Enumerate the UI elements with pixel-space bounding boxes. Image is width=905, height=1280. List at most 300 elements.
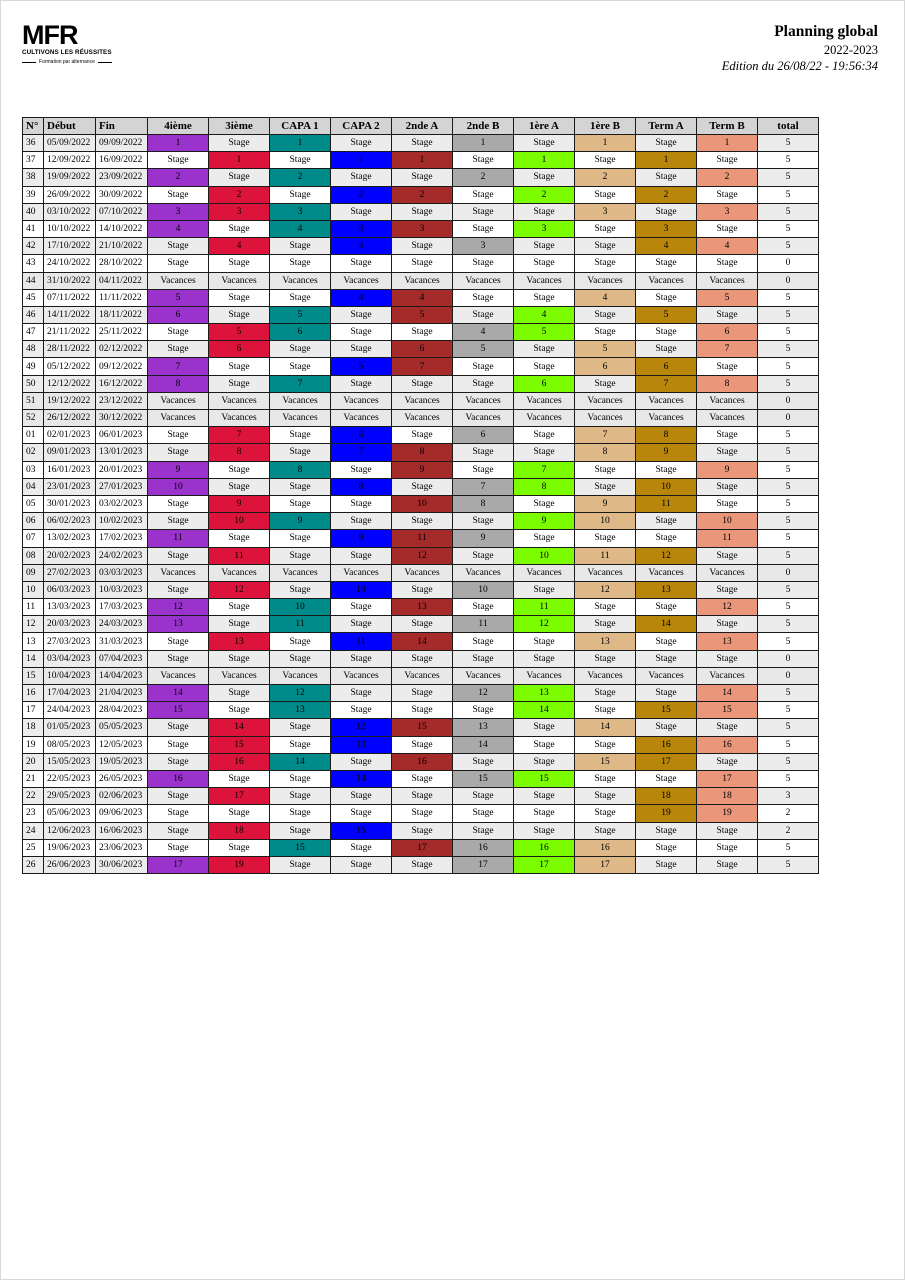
total-cell: 5 [758, 461, 819, 478]
class-cell: Stage [514, 255, 575, 272]
date-cell: 24/02/2023 [96, 547, 148, 564]
class-cell: Stage [392, 238, 453, 255]
total-cell: 5 [758, 719, 819, 736]
week-number-cell: 04 [23, 478, 44, 495]
class-cell: Stage [392, 770, 453, 787]
class-cell: Stage [453, 822, 514, 839]
date-cell: 26/05/2023 [96, 770, 148, 787]
class-cell: Vacances [453, 564, 514, 581]
class-cell: Stage [270, 495, 331, 512]
week-number-cell: 09 [23, 564, 44, 581]
class-cell: Stage [148, 633, 209, 650]
total-cell: 5 [758, 856, 819, 873]
class-cell: Stage [392, 513, 453, 530]
class-cell: Stage [392, 203, 453, 220]
total-cell: 0 [758, 564, 819, 581]
class-cell: 7 [331, 444, 392, 461]
class-cell: 12 [148, 599, 209, 616]
date-cell: 23/06/2023 [96, 839, 148, 856]
class-cell: 14 [636, 616, 697, 633]
class-cell: Stage [514, 238, 575, 255]
table-row [23, 667, 819, 684]
table-row [23, 788, 819, 805]
date-cell: 12/05/2023 [96, 736, 148, 753]
column-header: CAPA 2 [331, 118, 392, 135]
date-cell: 12/12/2022 [44, 375, 96, 392]
class-cell: 10 [636, 478, 697, 495]
class-cell: Stage [636, 341, 697, 358]
class-cell: 2 [636, 186, 697, 203]
date-cell: 14/10/2022 [96, 220, 148, 237]
table-row [23, 392, 819, 409]
logo-subtitle [22, 57, 122, 67]
class-cell: Stage [636, 203, 697, 220]
class-cell: 4 [514, 306, 575, 323]
class-cell: Stage [270, 478, 331, 495]
class-cell: 17 [209, 788, 270, 805]
class-cell: 1 [636, 152, 697, 169]
class-cell: Stage [697, 255, 758, 272]
total-cell: 5 [758, 702, 819, 719]
class-cell: Stage [148, 186, 209, 203]
class-cell: Vacances [148, 392, 209, 409]
class-cell: Vacances [514, 564, 575, 581]
class-cell: 13 [575, 633, 636, 650]
class-cell: Stage [270, 822, 331, 839]
class-cell: Vacances [392, 667, 453, 684]
class-cell: 4 [636, 238, 697, 255]
class-cell: 5 [514, 324, 575, 341]
class-cell: Stage [697, 427, 758, 444]
class-cell: Vacances [209, 272, 270, 289]
week-number-cell: 05 [23, 495, 44, 512]
class-cell: Vacances [148, 272, 209, 289]
date-cell: 13/01/2023 [96, 444, 148, 461]
class-cell: Vacances [575, 667, 636, 684]
class-cell: Stage [331, 788, 392, 805]
class-cell: Stage [575, 255, 636, 272]
class-cell: Stage [331, 255, 392, 272]
class-cell: 11 [575, 547, 636, 564]
class-cell: Stage [209, 289, 270, 306]
class-cell: 5 [697, 289, 758, 306]
class-cell: 12 [392, 547, 453, 564]
date-cell: 20/03/2023 [44, 616, 96, 633]
class-cell: Stage [636, 633, 697, 650]
class-cell: Stage [575, 238, 636, 255]
class-cell: Stage [270, 633, 331, 650]
class-cell: 16 [392, 753, 453, 770]
week-number-cell: 50 [23, 375, 44, 392]
class-cell: Stage [575, 530, 636, 547]
class-cell: Stage [514, 736, 575, 753]
class-cell: Stage [331, 839, 392, 856]
table-row [23, 753, 819, 770]
date-cell: 03/03/2023 [96, 564, 148, 581]
class-cell: Stage [453, 358, 514, 375]
table-row [23, 513, 819, 530]
date-cell: 05/12/2022 [44, 358, 96, 375]
date-cell: 31/03/2023 [96, 633, 148, 650]
date-cell: 07/04/2023 [96, 650, 148, 667]
class-cell: Stage [636, 719, 697, 736]
class-cell: 8 [697, 375, 758, 392]
date-cell: 09/12/2022 [96, 358, 148, 375]
class-cell: 6 [270, 324, 331, 341]
class-cell: Stage [514, 203, 575, 220]
class-cell: Stage [331, 702, 392, 719]
class-cell: Stage [636, 822, 697, 839]
class-cell: Stage [209, 616, 270, 633]
class-cell: 11 [392, 530, 453, 547]
class-cell: 15 [636, 702, 697, 719]
class-cell: Stage [148, 444, 209, 461]
date-cell: 05/05/2023 [96, 719, 148, 736]
date-cell: 09/09/2022 [96, 135, 148, 152]
class-cell: Stage [514, 633, 575, 650]
week-number-cell: 45 [23, 289, 44, 306]
class-cell: 16 [697, 736, 758, 753]
class-cell: Stage [148, 822, 209, 839]
class-cell: Vacances [392, 564, 453, 581]
week-number-cell: 07 [23, 530, 44, 547]
total-cell: 5 [758, 341, 819, 358]
class-cell: 10 [514, 547, 575, 564]
class-cell: 13 [331, 736, 392, 753]
table-row [23, 289, 819, 306]
date-cell: 17/04/2023 [44, 685, 96, 702]
total-cell: 5 [758, 203, 819, 220]
class-cell: Stage [270, 152, 331, 169]
week-number-cell: 37 [23, 152, 44, 169]
date-cell: 05/06/2023 [44, 805, 96, 822]
class-cell: 8 [331, 478, 392, 495]
class-cell: Stage [331, 461, 392, 478]
class-cell: Stage [392, 856, 453, 873]
class-cell: 2 [453, 169, 514, 186]
class-cell: 13 [697, 633, 758, 650]
logo-dash-left [22, 62, 36, 63]
class-cell: 2 [392, 186, 453, 203]
planning-table [22, 117, 819, 874]
date-cell: 02/06/2023 [96, 788, 148, 805]
table-row [23, 186, 819, 203]
date-cell: 19/06/2023 [44, 839, 96, 856]
class-cell: Stage [575, 186, 636, 203]
class-cell: Stage [697, 822, 758, 839]
table-row [23, 805, 819, 822]
class-cell: Stage [453, 203, 514, 220]
class-cell: 2 [209, 186, 270, 203]
class-cell: Vacances [636, 392, 697, 409]
total-cell: 5 [758, 495, 819, 512]
class-cell: Stage [148, 341, 209, 358]
class-cell: 12 [453, 685, 514, 702]
date-cell: 28/10/2022 [96, 255, 148, 272]
class-cell: 6 [453, 427, 514, 444]
total-cell: 5 [758, 427, 819, 444]
table-row [23, 530, 819, 547]
class-cell: 4 [331, 289, 392, 306]
class-cell: Stage [331, 203, 392, 220]
class-cell: 17 [697, 770, 758, 787]
class-cell: Stage [697, 495, 758, 512]
class-cell: 16 [636, 736, 697, 753]
class-cell: Vacances [636, 410, 697, 427]
class-cell: 17 [453, 856, 514, 873]
class-cell: 7 [575, 427, 636, 444]
class-cell: Vacances [331, 392, 392, 409]
class-cell: Stage [514, 289, 575, 306]
class-cell: Stage [270, 547, 331, 564]
date-cell: 27/01/2023 [96, 478, 148, 495]
class-cell: Stage [636, 255, 697, 272]
class-cell: Stage [270, 650, 331, 667]
class-cell: 9 [514, 513, 575, 530]
date-cell: 02/12/2022 [96, 341, 148, 358]
class-cell: Stage [575, 822, 636, 839]
week-number-cell: 39 [23, 186, 44, 203]
class-cell: Stage [697, 547, 758, 564]
class-cell: Stage [636, 169, 697, 186]
class-cell: 16 [209, 753, 270, 770]
week-number-cell: 13 [23, 633, 44, 650]
class-cell: Stage [392, 375, 453, 392]
week-number-cell: 08 [23, 547, 44, 564]
class-cell: 3 [575, 203, 636, 220]
class-cell: Stage [453, 186, 514, 203]
class-cell: 8 [514, 478, 575, 495]
class-cell: 7 [636, 375, 697, 392]
class-cell: 1 [148, 135, 209, 152]
school-year: 2022-2023 [823, 43, 878, 57]
class-cell: Stage [514, 444, 575, 461]
class-cell: 14 [148, 685, 209, 702]
class-cell: Stage [270, 444, 331, 461]
class-cell: Stage [331, 306, 392, 323]
column-header: total [758, 118, 819, 135]
class-cell: Stage [392, 822, 453, 839]
class-cell: Stage [392, 616, 453, 633]
class-cell: Stage [148, 238, 209, 255]
week-number-cell: 17 [23, 702, 44, 719]
class-cell: 13 [209, 633, 270, 650]
week-number-cell: 47 [23, 324, 44, 341]
class-cell: Stage [331, 856, 392, 873]
class-cell: Stage [514, 788, 575, 805]
class-cell: 14 [392, 633, 453, 650]
total-cell: 5 [758, 375, 819, 392]
class-cell: 15 [575, 753, 636, 770]
table-row [23, 375, 819, 392]
date-cell: 23/12/2022 [96, 392, 148, 409]
class-cell: 1 [514, 152, 575, 169]
table-row [23, 650, 819, 667]
class-cell: 5 [392, 306, 453, 323]
table-row [23, 306, 819, 323]
class-cell: 19 [697, 805, 758, 822]
date-cell: 30/06/2023 [96, 856, 148, 873]
class-cell: 14 [209, 719, 270, 736]
table-row [23, 341, 819, 358]
class-cell: 6 [697, 324, 758, 341]
total-cell: 5 [758, 685, 819, 702]
class-cell: 5 [148, 289, 209, 306]
class-cell: Vacances [636, 667, 697, 684]
class-cell: Stage [331, 650, 392, 667]
total-cell: 5 [758, 581, 819, 598]
class-cell: Stage [209, 478, 270, 495]
total-cell: 5 [758, 599, 819, 616]
table-row [23, 272, 819, 289]
week-number-cell: 23 [23, 805, 44, 822]
class-cell: Vacances [270, 564, 331, 581]
class-cell: Stage [148, 513, 209, 530]
table-row [23, 495, 819, 512]
class-cell: 15 [453, 770, 514, 787]
date-cell: 28/11/2022 [44, 341, 96, 358]
class-cell: 16 [148, 770, 209, 787]
class-cell: Stage [453, 702, 514, 719]
total-cell: 5 [758, 478, 819, 495]
class-cell: Stage [209, 375, 270, 392]
class-cell: Stage [148, 581, 209, 598]
class-cell: Stage [636, 461, 697, 478]
date-cell: 16/09/2022 [96, 152, 148, 169]
total-cell: 5 [758, 152, 819, 169]
date-cell: 20/02/2023 [44, 547, 96, 564]
total-cell: 5 [758, 530, 819, 547]
date-cell: 16/12/2022 [96, 375, 148, 392]
class-cell: Stage [697, 220, 758, 237]
class-cell: 6 [209, 341, 270, 358]
date-cell: 21/10/2022 [96, 238, 148, 255]
class-cell: Stage [575, 220, 636, 237]
date-cell: 10/04/2023 [44, 667, 96, 684]
class-cell: 2 [514, 186, 575, 203]
date-cell: 02/01/2023 [44, 427, 96, 444]
class-cell: Vacances [331, 564, 392, 581]
class-cell: 4 [575, 289, 636, 306]
class-cell: 12 [331, 719, 392, 736]
class-cell: Stage [697, 839, 758, 856]
class-cell: 3 [514, 220, 575, 237]
date-cell: 06/03/2023 [44, 581, 96, 598]
class-cell: Vacances [392, 392, 453, 409]
class-cell: Stage [453, 599, 514, 616]
date-cell: 05/09/2022 [44, 135, 96, 152]
class-cell: Stage [636, 513, 697, 530]
class-cell: 3 [331, 220, 392, 237]
class-cell: Stage [331, 685, 392, 702]
class-cell: Vacances [636, 564, 697, 581]
date-cell: 17/03/2023 [96, 599, 148, 616]
class-cell: Stage [148, 427, 209, 444]
class-cell: 15 [514, 770, 575, 787]
class-cell: Stage [148, 255, 209, 272]
class-cell: Stage [514, 753, 575, 770]
class-cell: Stage [331, 805, 392, 822]
table-row [23, 410, 819, 427]
class-cell: 18 [697, 788, 758, 805]
mfr-logo [22, 22, 122, 70]
date-cell: 24/10/2022 [44, 255, 96, 272]
date-cell: 30/09/2022 [96, 186, 148, 203]
class-cell: Stage [575, 616, 636, 633]
class-cell: Stage [636, 599, 697, 616]
week-number-cell: 40 [23, 203, 44, 220]
table-row [23, 599, 819, 616]
class-cell: 14 [514, 702, 575, 719]
date-cell: 27/02/2023 [44, 564, 96, 581]
class-cell: 14 [331, 770, 392, 787]
class-cell: Stage [148, 650, 209, 667]
class-cell: 1 [697, 135, 758, 152]
class-cell: 16 [575, 839, 636, 856]
class-cell: Stage [270, 581, 331, 598]
class-cell: 7 [453, 478, 514, 495]
class-cell: Stage [392, 805, 453, 822]
class-cell: Stage [514, 495, 575, 512]
week-number-cell: 15 [23, 667, 44, 684]
date-cell: 07/11/2022 [44, 289, 96, 306]
class-cell: 13 [148, 616, 209, 633]
class-cell: Stage [270, 255, 331, 272]
column-header: 2nde B [453, 118, 514, 135]
class-cell: Stage [697, 478, 758, 495]
class-cell: Stage [148, 753, 209, 770]
class-cell: Vacances [453, 667, 514, 684]
week-number-cell: 43 [23, 255, 44, 272]
class-cell: 15 [270, 839, 331, 856]
class-cell: 15 [697, 702, 758, 719]
class-cell: 9 [453, 530, 514, 547]
class-cell: 3 [270, 203, 331, 220]
table-row [23, 324, 819, 341]
week-number-cell: 42 [23, 238, 44, 255]
class-cell: Stage [392, 135, 453, 152]
class-cell: Vacances [514, 392, 575, 409]
class-cell: 18 [636, 788, 697, 805]
class-cell: Stage [697, 753, 758, 770]
logo-subtitle-text: Formation par alternance [39, 59, 95, 65]
date-cell: 12/06/2023 [44, 822, 96, 839]
class-cell: Stage [270, 770, 331, 787]
class-cell: 15 [209, 736, 270, 753]
date-cell: 24/03/2023 [96, 616, 148, 633]
class-cell: Stage [148, 839, 209, 856]
week-number-cell: 49 [23, 358, 44, 375]
date-cell: 19/12/2022 [44, 392, 96, 409]
date-cell: 14/04/2023 [96, 667, 148, 684]
class-cell: Stage [453, 306, 514, 323]
class-cell: Vacances [575, 272, 636, 289]
class-cell: Stage [392, 324, 453, 341]
class-cell: Stage [575, 461, 636, 478]
date-cell: 30/12/2022 [96, 410, 148, 427]
class-cell: Vacances [209, 410, 270, 427]
class-cell: 15 [392, 719, 453, 736]
class-cell: Stage [209, 839, 270, 856]
column-header: 1ère B [575, 118, 636, 135]
class-cell: Stage [270, 427, 331, 444]
class-cell: 11 [453, 616, 514, 633]
week-number-cell: 51 [23, 392, 44, 409]
class-cell: Stage [209, 358, 270, 375]
total-cell: 5 [758, 135, 819, 152]
class-cell: 1 [270, 135, 331, 152]
class-cell: Stage [392, 685, 453, 702]
